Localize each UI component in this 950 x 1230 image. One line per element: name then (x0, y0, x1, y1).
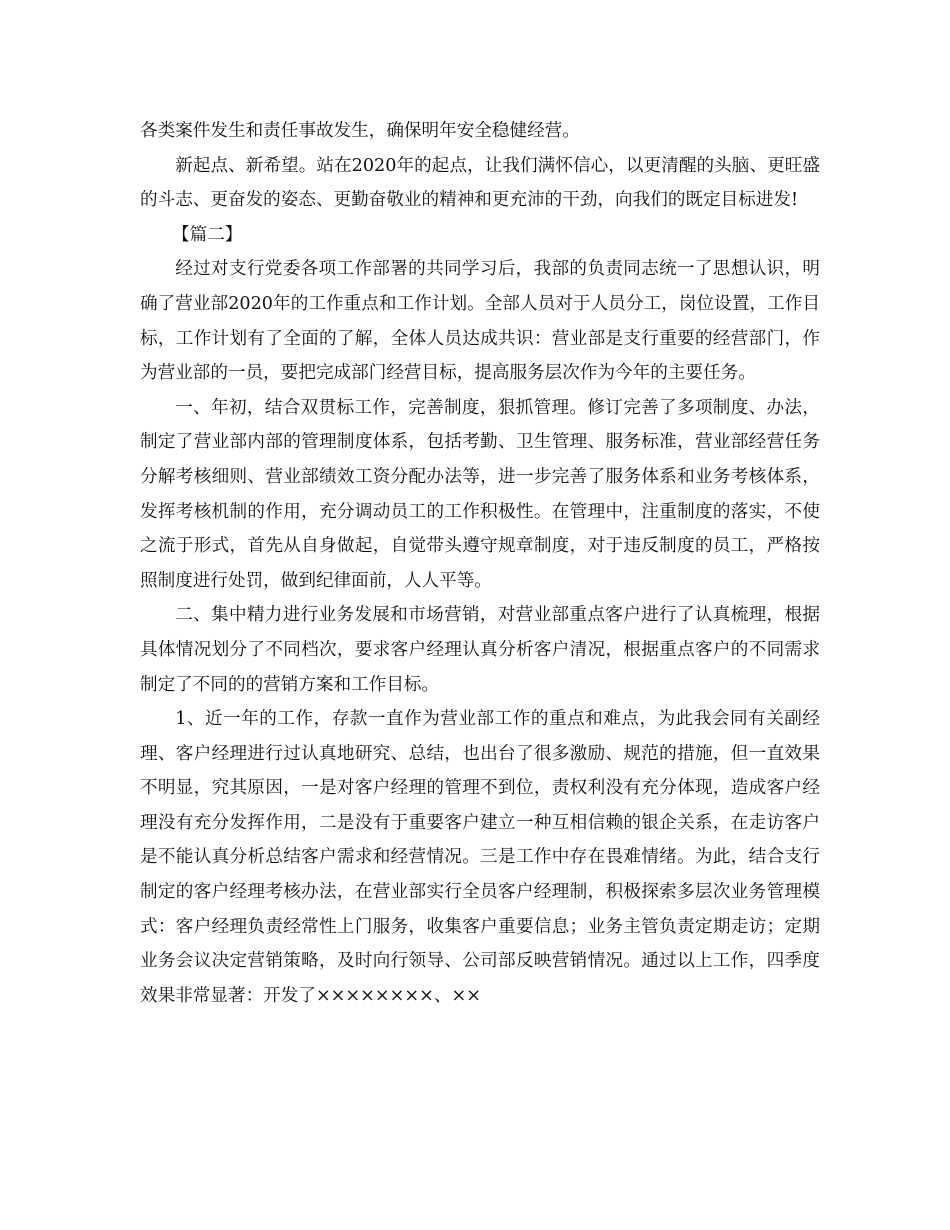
paragraph-sub-item-one: 1、近一年的工作，存款一直作为营业部工作的重点和难点，为此我会同有关副经理、客户经理进行过认真地研究、总结，也出台了很多激励、规范的措施，但一直效果不明显，究其原因，一是对客户经理的管理不到位，责权利没有充分体现，造成客户经理没有充分发挥作用，二是没有于重要客户建立一种互相信赖的银企关系，在走访客户是不能认真分析总结客户需求和经营情况。三是工作中存在畏难情绪。为此，结合支行制定的客户经理考核办法，在营业部实行全员客户经理制，积极探索多层次业务管理模式：客户经理负责经常性上门服务，收集客户重要信息；业务主管负责定期走访；定期业务会议决定营销策略，及时向行领导、公司部反映营销情况。通过以上工作，四季度效果非常显著：开发了××××××××、×× (140, 709, 820, 1006)
paragraph-item-two: 二、集中精力进行业务发展和市场营销，对营业部重点客户进行了认真梳理，根据具体情况划分了不同档次，要求客户经理认真分析客户清况，根据重点客户的不同需求制定了不同的的营销方案和工作目标。 (140, 605, 820, 695)
paragraph-intro: 经过对支行党委各项工作部署的共同学习后，我部的负责同志统一了思想认识，明确了营业部2020年的工作重点和工作计划。全部人员对于人员分工，岗位设置，工作目标，工作计划有了全面的了解，全体人员达成共识：营业部是支行重要的经营部门，作为营业部的一员，要把完成部门经营目标，提高服务层次作为今年的主要任务。 (140, 259, 820, 384)
section-heading-part-two: 【篇二】 (172, 224, 243, 245)
paragraph-continuation: 各类案件发生和责任事故发生，确保明年安全稳健经营。 (140, 121, 580, 141)
document-body (140, 114, 820, 1013)
paragraph-item-one: 一、年初，结合双贯标工作，完善制度，狠抓管理。修订完善了多项制度、办法，制定了营业部内部的管理制度体系，包括考勤、卫生管理、服务标准，营业部经营任务分解考核细则、营业部绩效工资分配办法等，进一步完善了服务体系和业务考核体系，发挥考核机制的作用，充分调动员工的工作积极性。在管理中，注重制度的落实，不使之流于形式，首先从自身做起，自觉带头遵守规章制度，对于违反制度的员工，严格按照制度进行处罚，做到纪律面前，人人平等。 (140, 397, 820, 591)
paragraph-new-start: 新起点、新希望。站在2020年的起点，让我们满怀信心，以更清醒的头脑、更旺盛的斗志、更奋发的姿态、更勤奋敬业的精神和更充沛的干劲，向我们的既定目标进发! (140, 155, 820, 211)
